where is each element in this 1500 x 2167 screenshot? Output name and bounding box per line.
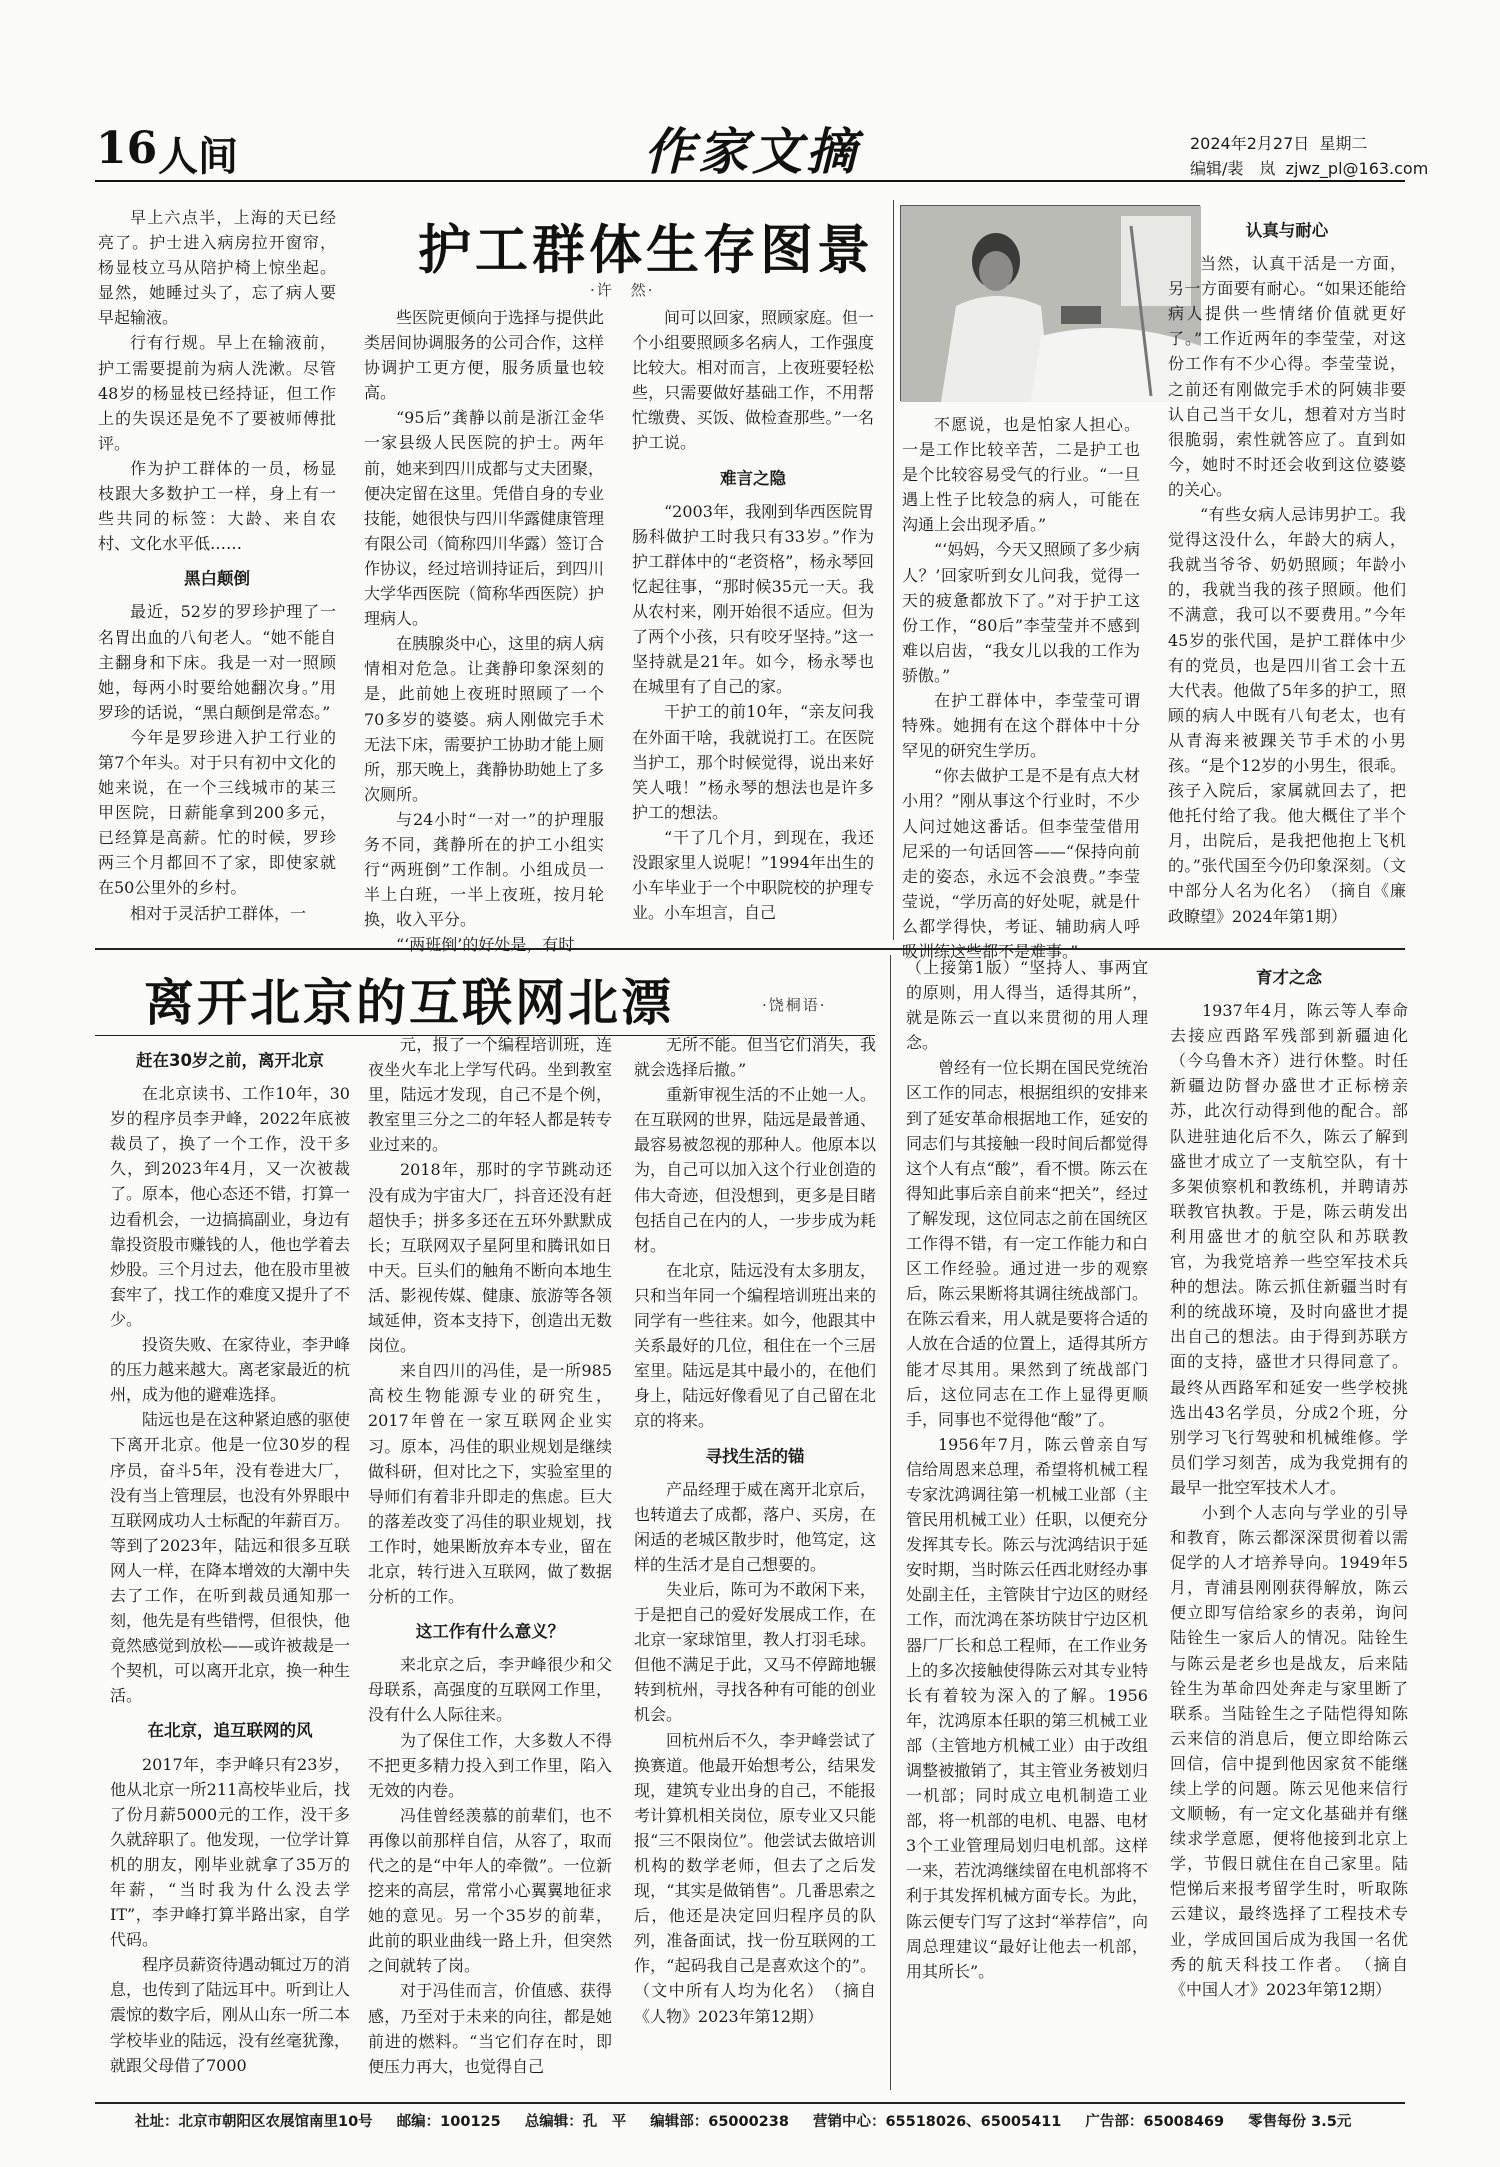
editor-info: 编辑/裴 岚 zjwz_pl@163.com <box>1190 159 1429 178</box>
subheading: 赶在30岁之前，离开北京 <box>136 1051 324 1070</box>
paragraph: （上接第1版）“坚持人、事两宜的原则，用人得当，适得其所”，就是陈云一直以来贯彻的用人理念。 <box>906 958 1148 1053</box>
footer-chief-editor: 总编辑：孔 平 <box>524 2114 627 2130</box>
paragraph: 1937年4月，陈云等人奉命去接应西路军残部到新疆迪化（今乌鲁木齐）进行休整。时任新疆边防督办盛世才正标榜亲苏，此次行动得到他的配合。部队进驻迪化后不久，陈云了解到盛世才成立了一支航空队，有十多架侦察机和教练机，并聘请苏联教官执教。于是，陈云萌发出利用盛世才的航空队和苏联教官，为我党培养一些空军技术兵种的想法。陈云抓住新疆当时有利的统战环境，及时向盛世才提出自己的想法。由于得到苏联方面的支持，盛世才只得同意了。最终从西路军和延安一些学校挑选出43名学员，分成2个班，分别学习飞行驾驶和机械维修。学员们学习刻苦，成为我党拥有的最早一批空军技术人才。 <box>1170 1001 1408 1497</box>
paragraph: “‘两班倒’的好处是，有时 <box>396 935 575 955</box>
story2-headline: 离开北京的互联网北漂 <box>144 974 674 1032</box>
subheading: 寻找生活的锚 <box>705 1446 805 1466</box>
story1-column-5 <box>1168 208 1406 940</box>
story1-headline: 护工群体生存图景 <box>418 220 874 281</box>
paragraph: “95后”龚静以前是浙江金华一家县级人民医院的护士。两年前，她来到四川成都与丈夫团聚，便决定留在这里。凭借自身的专业技能，她很快与四川华露健康管理有限公司（简称四川华露）签订合作协议，经过培训持证后，到四川大学华西医院（简称华西医院）护理病人。 <box>364 408 605 629</box>
page-number: 16 <box>96 123 158 174</box>
paragraph: 些医院更倾向于选择与提供此类居间协调服务的公司合作，这样协调护工更方便，服务质量也较高。 <box>364 308 605 403</box>
story1-column-1 <box>98 205 336 940</box>
paragraph: 程序员薪资待遇动辄过万的消息，也传到了陆远耳中。听到让人震惊的数字后，刚从山东一所二本学校毕业的陆远，没有丝毫犹豫，就跟父母借了7000 <box>110 1955 351 2075</box>
paragraph: 在护工群体中，李莹莹可谓特殊。她拥有在这个群体中十分罕见的研究生学历。 <box>902 691 1140 761</box>
paragraph: 回杭州后不久，李尹峰尝试了换赛道。他最开始想考公，结果发现，建筑专业出身的自己，不能报考计算机相关岗位，原专业又只能报“三不限岗位”。他尝试去做培训机构的数学老师，但去了之后发现，“其实是做销售”。几番思索之后，他还是决定回归程序员的队列，准备面试，找一份互联网的工作，“起码我自己是喜欢这个的”。（文中所有人均为化名） （摘自《人物》2023年第12期） <box>634 1730 876 2026</box>
paragraph: 在胰腺炎中心，这里的病人病情相对危急。让龚静印象深刻的是，此前她上夜班时照顾了一个70多岁的婆婆。病人刚做完手术无法下床，需要护工协助才能上厕所，那天晚上，龚静协助她上了多次厕所。 <box>364 634 605 804</box>
footer-postcode: 邮编：100125 <box>396 2114 501 2130</box>
paragraph: “有些女病人忌讳男护工。我觉得这没什么，年龄大的病人，我就当爷爷、奶奶照顾；年龄小的，我就当我的孩子照顾。他们不满意，我可以不要费用。”今年45岁的张代国，是护工群体中少有的党员，也是四川省工会十五大代表。他做了5年多的护工，照顾的病人中既有八旬老太，也有从青海来被踝关节手术的小男孩。“是个12岁的小男生，很乖。孩子入院后，家属就回去了，把他托付给了我。他大概住了半个月，出院后，是我把他抱上飞机的。”张代国至今仍印象深刻。（文中部分人名为化名） （摘自《廉政瞭望》2024年第1期） <box>1168 505 1406 926</box>
subheading: 在北京，追互联网的风 <box>147 1721 313 1741</box>
story2-column-2 <box>368 1032 612 2088</box>
story1-byline: ·许 然· <box>590 281 655 299</box>
subheading: 黑白颠倒 <box>184 569 250 589</box>
paragraph: 重新审视生活的不止她一人。在互联网的世界，陆远是最普通、最容易被忽视的那种人。他原本以为，自己可以加入这个行业创造的伟大奇迹，但没想到，更多是目睹包括自己在内的人，一步步成为耗材。 <box>634 1085 876 1255</box>
paragraph: 陆远也是在这种紧迫感的驱使下离开北京。他是一位30岁的程序员，奋斗5年，没有卷进大厂，没有当上管理层，也没有外界眼中互联网成功人士标配的年薪百万。等到了2023年，陆远和很多互联网人一样，在降本增效的大潮中失去了工作，在听到裁员通知那一刻，他先是有些错愕，但很快，他竟然感觉到放松——或许被裁是一个契机，可以离开北京，换一种生活。 <box>110 1410 351 1706</box>
paragraph: “2003年，我刚到华西医院胃肠科做护工时我只有33岁。”作为护工群体中的“老资格”，杨永琴回忆起往事，“那时候35元一天。我从农村来，刚开始很不适应。但为了两个小孩，只有咬牙坚持。”这一坚持就是21年。如今，杨永琴也在城里有了自己的家。 <box>632 501 874 697</box>
paragraph: 在北京，陆远没有太多朋友，只和当年同一个编程培训班出来的同学有一些往来。如今，他跟其中关系最好的几位，租住在一个三居室里。陆远是其中最小的，在他们身上，陆远好像看见了自己留在北京的将来。 <box>634 1260 876 1431</box>
subheading: 认真与耐心 <box>1245 221 1329 240</box>
footer-marketing: 营销中心：65518026、65005411 <box>812 2114 1062 2130</box>
paper-logo: 作家文摘 <box>644 122 860 181</box>
paragraph: 不愿说，也是怕家人担心。一是工作比较辛苦，二是护工也是个比较容易受气的行业。“一旦遇上性子比较急的病人，可能在沟通上会出现矛盾。” <box>902 415 1140 535</box>
story2-column-4 <box>906 955 1148 2088</box>
subheading: 难言之隐 <box>720 468 786 488</box>
paragraph: 冯佳曾经羡慕的前辈们，也不再像以前那样自信，从容了，取而代之的是“中年人的牵微”。一位新挖来的高层，常常小心翼翼地征求她的意见。另一个35岁的前辈，此前的职业曲线一路上升，但突然之间就转了岗。 <box>368 1805 612 1976</box>
story2-column-1 <box>110 1038 350 2088</box>
footer-edit-dept: 编辑部：65000238 <box>650 2114 789 2130</box>
paragraph: 1956年7月，陈云曾亲自写信给周恩来总理，希望将机械工程专家沈鸿调往第一机械工业部（主管民用机械工业）任职，以便充分发挥其专长。陈云与沈鸿结识于延安时期，当时陈云任西北财经办事处副主任，主管陕甘宁边区的财经工作，而沈鸿在茶坊陕甘宁边区机器厂厂长和总工程师，在工作业务上的多次接触使得陈云对其专业特长有着较为深入的了解。1956年，沈鸿原本任职的第三机械工业部（主管地方机械工业）由于改组调整被撤销了，其主管业务被划归一机部；同时成立电机制造工业部，将一机部的电机、电器、电材3个工业管理局划归电机部。这样一来，若沈鸿继续留在电机部将不利于其发挥机械方面专长。为此，陈云便专门写了这封“举荐信”，向周总理建议“最好让他去一机部，用其所长”。 <box>906 1434 1148 1981</box>
paragraph: 在北京读书、工作10年，30岁的程序员李尹峰，2022年底被裁员了，换了一个工作，没干多久，到2023年4月，又一次被裁了。原本，他心态还不错，打算一边看机会，一边搞搞副业，身边有靠投资股市赚钱的人，他也学着去炒股。三个月过去，他在股市里被套牢了，找工作的难度又提升了不少。 <box>110 1084 351 1329</box>
paragraph: “‘妈妈，今天又照顾了多少病人？’回家听到女儿问我，觉得一天的疲惫都放下了。”对于护工这份工作，“80后”李莹莹并不感到难以启齿，“我女儿以我的工作为骄傲。” <box>902 540 1140 685</box>
paragraph: 最近，52岁的罗珍护理了一名胃出血的八旬老人。“她不能自主翻身和下床。我是一对一照顾她，每两小时要给她翻次身。”用罗珍的话说，“黑白颠倒是常态。” <box>98 602 336 722</box>
section-name: 人间 <box>158 133 238 180</box>
paragraph: 2018年，那时的字节跳动还没有成为宇宙大厂，抖音还没有赶超快手；拼多多还在五环外默默成长；互联网双子星阿里和腾讯如日中天。巨头们的触角不断向本地生活、影视传媒、健康、旅游等各领域延伸，资本支持下，创造出无数岗位。 <box>368 1160 612 1356</box>
paragraph: 来自四川的冯佳，是一所985高校生物能源专业的研究生，2017年曾在一家互联网企业实习。原本，冯佳的职业规划是继续做科研，但对比之下，实验室里的导师们有着非升即走的焦虑。巨大的落差改变了冯佳的职业规划，找工作时，她果断放弃本专业，留在北京，转行进入互联网，做了数据分析的工作。 <box>368 1361 612 1607</box>
paragraph: 相对于灵活护工群体，一 <box>130 903 307 923</box>
subheading: 育才之念 <box>1256 968 1322 987</box>
story1-column-4 <box>902 412 1140 961</box>
paragraph: 作为护工群体的一员，杨显枝跟大多数护工一样，身上有一些共同的标签：大龄、来自农村、文化水平低…… <box>98 458 336 554</box>
paragraph: “干了几个月，到现在，我还没跟家里人说呢！”1994年出生的小车毕业于一个中职院校的护理专业。小车坦言，自己 <box>632 827 874 923</box>
subheading: 这工作有什么意义？ <box>415 1622 565 1642</box>
paragraph: 无所不能。但当它们消失，我就会选择后撤。” <box>634 1035 876 1080</box>
paragraph: 与24小时“一对一”的护理服务不同，龚静所在的护工小组实行“两班倒”工作制。小组成员一半上白班，一半上夜班，按月轮换，收入平分。 <box>364 809 604 930</box>
masthead <box>0 0 1500 180</box>
footer-address: 社址：北京市朝阳区农展馆南里10号 <box>135 2114 373 2130</box>
paragraph: 失业后，陈可为不敢闲下来，于是把自己的爱好发展成工作，在北京一家球馆里，教人打羽毛球。但他不满足于此，又马不停蹄地辗转到杭州，寻找各种有可能的创业机会。 <box>634 1579 876 1725</box>
story1-photo <box>900 205 1200 401</box>
paragraph: 投资失败、在家待业，李尹峰的压力越来越大。离老家最近的杭州，成为他的避难选择。 <box>110 1335 351 1405</box>
paragraph: 产品经理于威在离开北京后，也转道去了成都，落户、买房，在闲适的老城区散步时，他笃定，这样的生活才是自己想要的。 <box>634 1479 876 1574</box>
paragraph: 为了保住工作，大多数人不得不把更多精力投入到工作里，陷入无效的内卷。 <box>368 1730 612 1800</box>
story2-byline: ·饶桐语· <box>762 996 827 1014</box>
paragraph: 干护工的前10年，“亲友问我在外面干啥，我就说打工。在医院当护工，那个时候觉得，说出来好笑人哦！”杨永琴的想法也是许多护工的想法。 <box>632 702 874 822</box>
paragraph: 来北京之后，李尹峰很少和父母联系，高强度的互联网工作里，没有什么人际往来。 <box>368 1655 612 1725</box>
issue-date: 2024年2月27日 星期二 <box>1190 134 1368 153</box>
paragraph: 今年是罗珍进入护工行业的第7个年头。对于只有初中文化的她来说，在一个三线城市的某三甲医院，日薪能拿到200多元，已经算是高薪。忙的时候，罗珍两三个月都回不了家，即使家就在50公里外的乡村。 <box>98 727 336 898</box>
paragraph: 元，报了一个编程培训班，连夜坐火车北上学写代码。坐到教室里，陆远才发现，自己不是个例，教室里三分之二的年轻人都是转专业过来的。 <box>368 1035 612 1155</box>
footer <box>135 2110 1405 2131</box>
paragraph: 间可以回家，照顾家庭。但一个小组要照顾多名病人，工作强度比较大。相对而言，上夜班要轻松些，只需要做好基础工作，不用帮忙缴费、买饭、做检查那些。”一名护工说。 <box>632 308 874 453</box>
paragraph: 早上六点半，上海的天已经亮了。护士进入病房拉开窗帘，杨显枝立马从陪护椅上惊坐起。显然，她睡过头了，忘了病人要早起输液。 <box>98 208 336 328</box>
footer-price: 零售每份 3.5元 <box>1248 2114 1352 2130</box>
story1-column-3 <box>632 305 874 940</box>
story2-column-5 <box>1170 955 1408 2088</box>
paragraph: 行有行规。早上在输液前，护工需要提前为病人洗漱。尽管48岁的杨显枝已经持证，但工作上的失误还是免不了要被师傅批评。 <box>98 333 336 453</box>
paragraph: 当然，认真干活是一方面，另一方面要有耐心。“如果还能给病人提供一些情绪价值就更好了。”工作近两年的李莹莹，对这份工作有不少心得。李莹莹说，之前还有刚做完手术的阿姨非要认自己当干女儿，想着对方当时很脆弱，索性就答应了。直到如今，她时不时还会收到这位婆婆的关心。 <box>1168 254 1406 499</box>
paragraph: 小到个人志向与学业的引导和教育，陈云都深深贯彻着以需促学的人才培养导向。1949年5月，青浦县刚刚获得解放，陈云便立即写信给家乡的表弟，询问陆铨生一家后人的情况。陆铨生与陈云是老乡也是战友，后来陆铨生为革命四处奔走与家里断了联系。当陆铨生之子陆恺得知陈云来信的消息后，便立即给陈云回信，信中提到他因家贫不能继续上学的问题。陈云见他来信行文顺畅，有一定文化基础并有继续求学意愿，便将他接到北京上学，节假日就住在自己家里。陆恺悌后来报考留学生时，听取陈云建议，最终选择了工程技术专业，学成回国后成为我国一名优秀的航天科技工作者。 （摘自《中国人才》2023年第12期） <box>1170 1502 1408 1999</box>
paragraph: “你去做护工是不是有点大材小用？”刚从事这个行业时，不少人问过她这番话。但李莹莹借用尼采的一句话回答——“保持向前走的姿态，永远不会浪费。”李莹莹说，“学历高的好处呢，就是什么都学得快，考证、辅助病人呼吸训练这些都不是难事。” <box>902 766 1140 961</box>
paragraph: 2017年，李尹峰只有23岁，他从北京一所211高校毕业后，找了份月薪5000元的工作，没干多久就辞职了。他发现，一位学计算机的朋友，刚毕业就拿了35万的年薪，“当时我为什么没去学IT”，李尹峰打算半路出家，自学代码。 <box>110 1754 351 1950</box>
footer-ads: 广告部：65008469 <box>1085 2114 1225 2130</box>
story1-column-2 <box>364 305 605 955</box>
story2-column-3 <box>634 1032 876 2088</box>
paragraph: 对于冯佳而言，价值感、获得感，乃至对于未来的向往，都是她前进的燃料。“当它们存在时，即便压力再大，也觉得自己 <box>368 1981 612 2076</box>
paragraph: 曾经有一位长期在国民党统治区工作的同志，根据组织的安排来到了延安革命根据地工作，延安的同志们与其接触一段时间后都觉得这个人有点“酸”，看不惯。陈云在得知此事后亲自前来“把关”，经过了解发现，这位同志之前在国统区工作得不错，有一定工作能力和白区工作经验。通过进一步的观察后，陈云果断将其调往统战部门。在陈云看来，用人就是要将合适的人放在合适的位置上，适得其所方能才尽其用。果然到了统战部门后，这位同志在工作上显得更顺手，同事也不觉得他“酸”了。 <box>906 1058 1148 1429</box>
